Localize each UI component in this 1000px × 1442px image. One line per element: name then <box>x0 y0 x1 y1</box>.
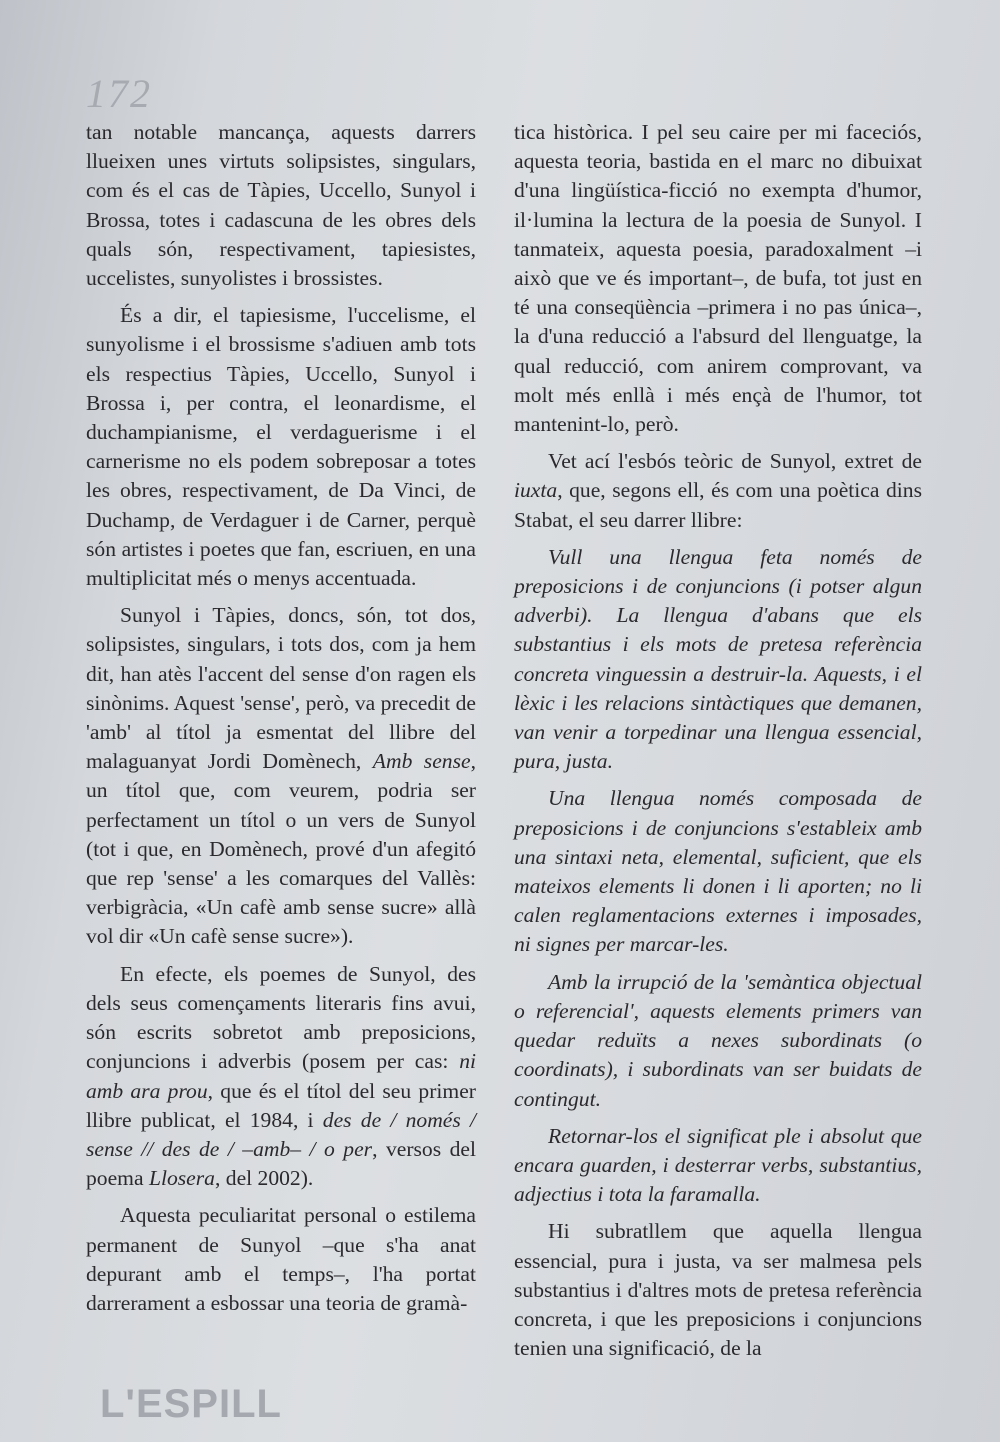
verse-quote: des de / només / sense // des de / –amb– / o per <box>86 1107 476 1161</box>
quote-paragraph-1: Vull una llengua feta només de preposicions i de conjuncions (i potser algun adverbi). La llengua d'abans que els substantius i els mots de pretesa referència concreta vinguessin a destruir-la. Aquests, i el lèxic i les relacions sintàctiques que demanen, van venir a torpedinar una llengua essencial, pura, justa. <box>514 544 922 774</box>
text-run: , un títol que, com veurem, podria ser perfectament un títol o un vers de Sunyol (tot i que, en Domènech, prové d'un afegitó que rep 'sense' a les comarques del Vallès: verbigràcia, «Un cafè amb sense sucre» allà vol dir «Un cafè sense sucre»). <box>86 749 476 949</box>
text-run: , del 2002). <box>214 1166 314 1191</box>
work-title-iuxta: iuxta <box>514 478 558 503</box>
poem-title-llosera: Llosera <box>148 1166 215 1191</box>
left-paragraph-4 <box>86 960 476 1194</box>
right-paragraph-3: Hi subratllem que aquella llengua essencial, pura i justa, va ser malmesa pels substantius i d'altres mots de pretesa referència concreta, i que les preposicions i conjuncions tenien una significació, de la <box>514 1219 922 1361</box>
right-paragraph-1: tica històrica. I pel seu caire per mi faceciós, aquesta teoria, bastida en el marc no dibuixat d'una lingüística-ficció no exempta d'humor, il·lumina la lectura de la poesia de Sunyol. I tanmateix, aquesta poesia, paradoxalment –i això que ve és important–, de bufa, tot just en té una conseqüència –primera i no pas única–, la d'una reducció a l'absurd del llenguatge, la qual reducció, com anirem comprovant, va molt més enllà i més ençà de l'humor, tot mantenint-lo, però. <box>514 120 922 437</box>
text-run: , que, segons ell, és com una poètica dins Stabat, el seu darrer llibre: <box>514 478 922 532</box>
text-run: , versos del poema <box>86 1136 476 1191</box>
quote-paragraph-2: Una llengua només composada de preposicions i de conjuncions s'estableix amb una sintaxi neta, elemental, suficient, que els mateixos elements li donen i li aporten; no li calen reglamentacions externes i imposades, ni signes per marcar-les. <box>514 786 922 957</box>
text-run: En efecte, els poemes de Sunyol, des dels seus començaments literaris fins avui, són escrits sobretot amb preposicions, conjuncions i adverbis (posem per cas: <box>86 961 476 1074</box>
quote-paragraph-4: Retornar-los el significat ple i absolut que encara guarden, i desterrar verbs, substantius, adjectius i tota la faramalla. <box>514 1123 922 1207</box>
right-column <box>514 118 922 1371</box>
right-paragraph-2 <box>514 447 922 535</box>
left-column <box>86 118 476 1326</box>
page-number: 172 <box>86 71 152 116</box>
text-run: Sunyol i Tàpies, doncs, són, tot dos, solipsistes, singulars, i tots dos, com ja hem dit, han atès l'accent del sense d'on ragen els sinònims. Aquest 'sense', però, va precedit de 'amb' al títol ja esmentat del llibre del malaguanyat Jordi Domènech, <box>86 603 476 774</box>
book-title-ni-amb-ara-prou: ni amb ara prou <box>86 1049 476 1103</box>
text-run: Vet ací l'esbós teòric de Sunyol, extret de <box>548 449 922 474</box>
left-paragraph-3 <box>86 601 476 951</box>
left-paragraph-1: tan notable mancança, aquests darrers llueixen unes virtuts solipsistes, singulars, com és el cas de Tàpies, Uccello, Sunyol i Brossa, totes i cadascuna de les obres dels quals són, respectivament, tapiesistes, uccelistes, sunyolistes i brossistes. <box>86 120 476 291</box>
left-paragraph-2: És a dir, el tapiesisme, l'uccelisme, el sunyolisme i el brossisme s'adiuen amb tots els respectius Tàpies, Uccello, Sunyol i Brossa i, per contra, el leonardisme, el duchampianisme, el verdaguerisme i el carnerisme no els podem sobreposar a totes les obres, respectivament, de Da Vinci, de Duchamp, de Verdaguer i de Carner, perquè són artistes i poetes que fan, escriuen, en una multiplicitat més o menys accentuada. <box>86 303 476 591</box>
left-paragraph-5: Aquesta peculiaritat personal o estilema permanent de Sunyol –que s'ha anat depurant amb el temps–, l'ha portat darrerament a esbossar una teoria de gramà- <box>86 1203 476 1315</box>
book-title-amb-sense: Amb sense <box>372 749 471 774</box>
journal-logo: L'ESPILL <box>100 1382 282 1426</box>
quote-paragraph-3: Amb la irrupció de la 'semàntica objectual o referencial', aquests elements primers van quedar reduïts a nexes subordinats (o coordinats), i subordinats van ser buidats de contingut. <box>514 969 922 1111</box>
text-run: , que és el títol del seu primer llibre publicat, el 1984, i <box>86 1078 476 1132</box>
